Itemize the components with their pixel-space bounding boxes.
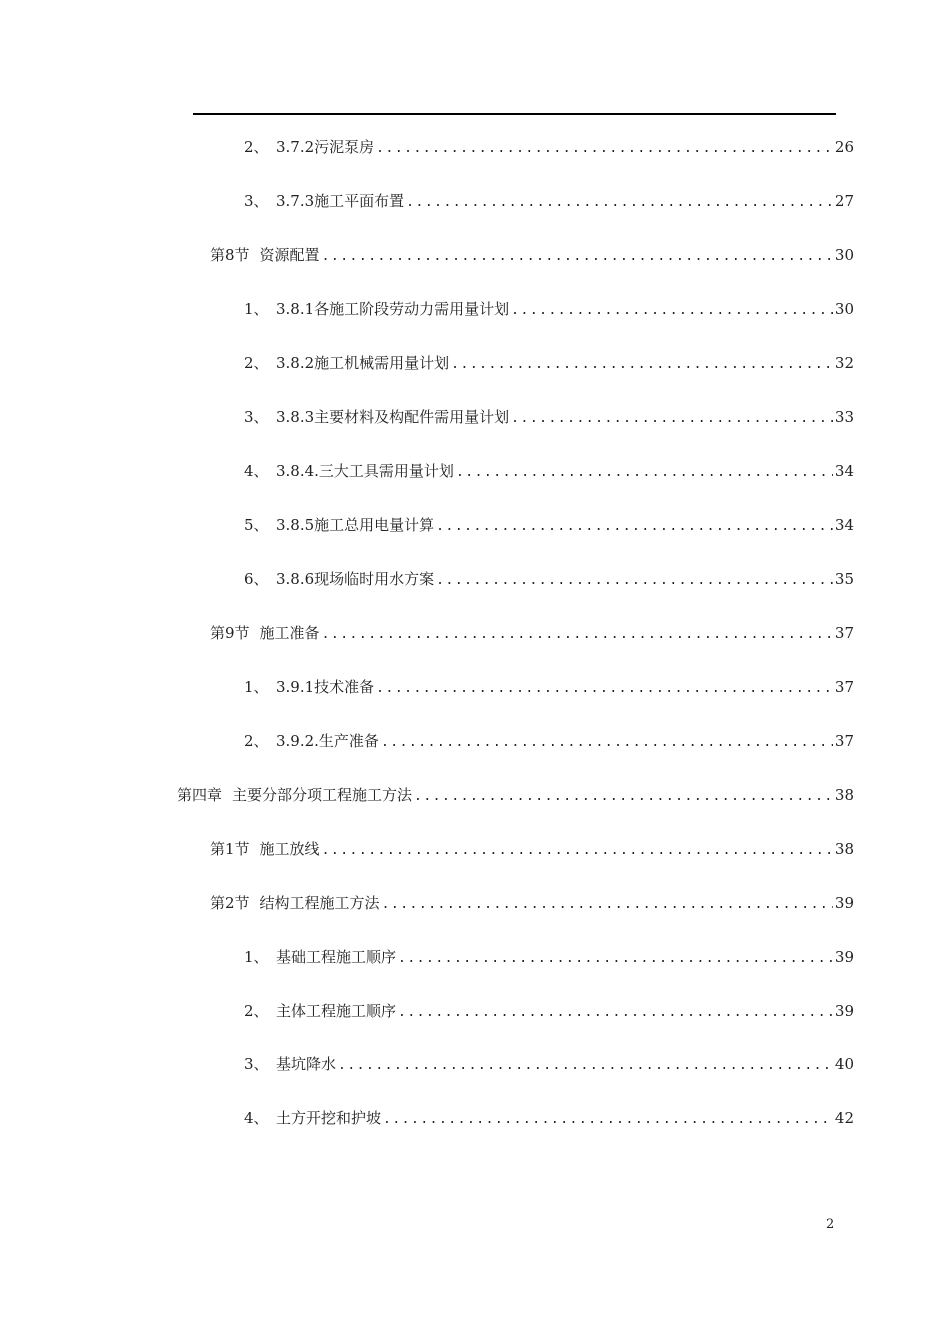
toc-entry-title: 土方开挖和护坡 [276, 1109, 382, 1127]
dot-leader [511, 408, 833, 430]
toc-entry-title: 3.8.5施工总用电量计算 [276, 516, 435, 534]
toc-section-entry[interactable] [210, 622, 854, 644]
dot-leader [398, 1002, 833, 1024]
toc-chapter-number: 第四章 [177, 786, 223, 804]
toc-entry-page: 34 [834, 516, 854, 534]
toc-section-number: 第1节 [210, 840, 250, 858]
toc-entry-title: 3.8.4.三大工具需用量计划 [276, 462, 454, 480]
toc-entry[interactable] [244, 1000, 854, 1022]
toc-entry[interactable] [244, 1053, 854, 1075]
toc-entry-number: 2、 [244, 138, 269, 156]
toc-entry-title: 主体工程施工顺序 [276, 1002, 397, 1020]
toc-entry-page: 32 [834, 354, 854, 372]
toc-entry-page: 35 [834, 570, 854, 588]
toc-entry-title: 3.8.2施工机械需用量计划 [276, 354, 450, 372]
toc-entry-title: 3.8.1各施工阶段劳动力需用量计划 [276, 300, 510, 318]
toc-entry-page: 39 [834, 1002, 854, 1020]
toc-entry-page: 37 [834, 732, 854, 750]
toc-entry-number: 3、 [244, 1055, 269, 1073]
dot-leader [322, 624, 833, 646]
toc-chapter-title: 主要分部分项工程施工方法 [232, 786, 413, 804]
toc-entry-page: 30 [834, 246, 854, 264]
dot-leader [451, 354, 833, 376]
toc-section-number: 第2节 [210, 894, 250, 912]
toc-section-entry[interactable] [210, 244, 854, 266]
toc-entry-title: 基坑降水 [276, 1055, 337, 1073]
toc-entry-title: 3.9.2.生产准备 [276, 732, 379, 750]
toc-entry-page: 34 [834, 462, 854, 480]
toc-entry-number: 2、 [244, 732, 269, 750]
toc-entry-number: 6、 [244, 570, 269, 588]
toc-section-title: 施工放线 [259, 840, 320, 858]
toc-section-number: 第9节 [210, 624, 250, 642]
page-number: 2 [826, 1217, 835, 1232]
toc-entry-title: 3.8.3主要材料及构配件需用量计划 [276, 408, 510, 426]
toc-entry-page: 38 [834, 840, 854, 858]
toc-entry-page: 33 [834, 408, 854, 426]
toc-entry-page: 40 [834, 1055, 854, 1073]
toc-chapter-entry[interactable] [177, 784, 854, 806]
toc-entry-page: 30 [834, 300, 854, 318]
toc-entry[interactable] [244, 730, 854, 752]
dot-leader [381, 732, 833, 754]
dot-leader [456, 462, 833, 484]
toc-entry[interactable] [244, 406, 854, 428]
toc-entry-page: 37 [834, 678, 854, 696]
dot-leader [338, 1055, 833, 1077]
toc-entry-number: 2、 [244, 1002, 269, 1020]
dot-leader [436, 570, 833, 592]
dot-leader [511, 300, 833, 322]
dot-leader [376, 138, 833, 160]
toc-entry[interactable] [244, 136, 854, 158]
toc-entry[interactable] [244, 568, 854, 590]
toc-section-title: 结构工程施工方法 [259, 894, 380, 912]
toc-entry-number: 1、 [244, 300, 269, 318]
toc-entry-number: 4、 [244, 1109, 269, 1127]
toc-entry[interactable] [244, 190, 854, 212]
toc-entry-number: 1、 [244, 948, 269, 966]
toc-entry-number: 3、 [244, 408, 269, 426]
toc-entry[interactable] [244, 352, 854, 374]
toc-entry[interactable] [244, 514, 854, 536]
toc-entry[interactable] [244, 676, 854, 698]
dot-leader [436, 516, 833, 538]
toc-entry-number: 2、 [244, 354, 269, 372]
toc-entry-title: 3.9.1技术准备 [276, 678, 375, 696]
toc-entry[interactable] [244, 946, 854, 968]
dot-leader [382, 894, 833, 916]
toc-entry-page: 39 [834, 894, 854, 912]
dot-leader [414, 786, 833, 808]
dot-leader [398, 948, 833, 970]
toc-section-title: 资源配置 [259, 246, 320, 264]
toc-entry-number: 3、 [244, 192, 269, 210]
toc-section-entry[interactable] [210, 892, 854, 914]
toc-entry-page: 26 [834, 138, 854, 156]
dot-leader [322, 840, 833, 862]
toc-entry-page: 27 [834, 192, 854, 210]
toc-entry-number: 5、 [244, 516, 269, 534]
toc-entry-title: 3.7.2污泥泵房 [276, 138, 375, 156]
dot-leader [322, 246, 833, 268]
toc-entry-number: 1、 [244, 678, 269, 696]
toc-entry-page: 38 [834, 786, 854, 804]
dot-leader [376, 678, 833, 700]
toc-entry[interactable] [244, 298, 854, 320]
toc-entry-page: 42 [834, 1109, 854, 1127]
toc-entry-page: 37 [834, 624, 854, 642]
toc-entry-title: 3.8.6现场临时用水方案 [276, 570, 435, 588]
dot-leader [383, 1109, 833, 1131]
toc-entry[interactable] [244, 460, 854, 482]
toc-section-entry[interactable] [210, 838, 854, 860]
toc-section-title: 施工准备 [259, 624, 320, 642]
toc-entry-number: 4、 [244, 462, 269, 480]
toc-entry-page: 39 [834, 948, 854, 966]
dot-leader [406, 192, 833, 214]
toc-entry-title: 基础工程施工顺序 [276, 948, 397, 966]
toc-entry-title: 3.7.3施工平面布置 [276, 192, 405, 210]
toc-entry[interactable] [244, 1107, 854, 1129]
toc-section-number: 第8节 [210, 246, 250, 264]
